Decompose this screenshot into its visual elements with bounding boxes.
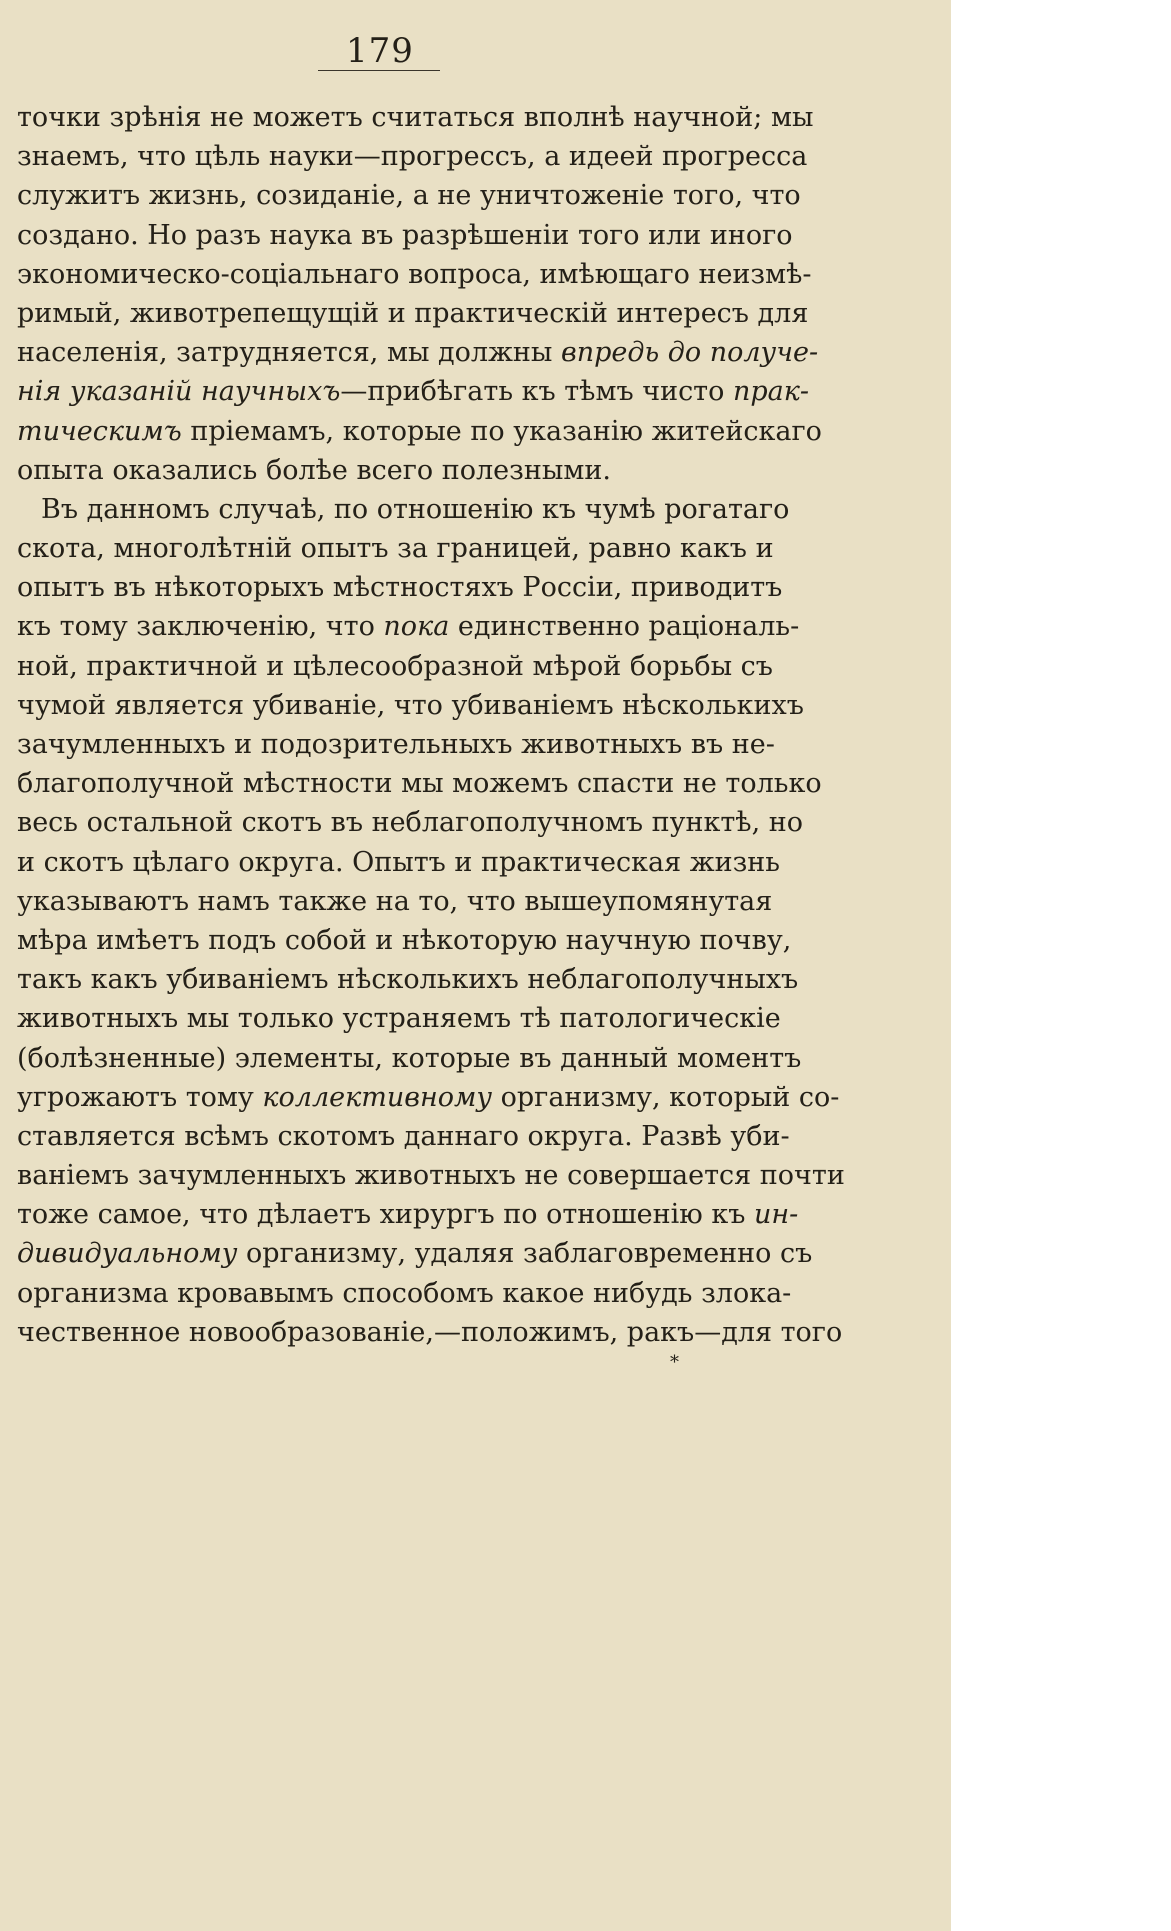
text-line: ставляется всѣмъ скотомъ даннаго округа. Развѣ уби- bbox=[17, 1120, 790, 1152]
emphasis: нія указаній научныхъ bbox=[17, 376, 341, 408]
text-line: чественное новообразованіе,—положимъ, ракъ—для того bbox=[17, 1316, 843, 1348]
text-line: экономическо-соціальнаго вопроса, имѣющаго неизмѣ- bbox=[17, 258, 812, 290]
body-text bbox=[17, 98, 845, 1352]
text-line: мѣра имѣетъ подъ собой и нѣкоторую научную почву, bbox=[17, 924, 792, 956]
text-line: такъ какъ убиваніемъ нѣсколькихъ неблагополучныхъ bbox=[17, 964, 799, 996]
paragraph-start-line: Въ данномъ случаѣ, по отношенію къ чумѣ рогатаго bbox=[41, 493, 790, 525]
text-line: тическимъ пріемамъ, которые по указанію житейскаго bbox=[17, 415, 822, 447]
text-line: ной, практичной и цѣлесообразной мѣрой борьбы съ bbox=[17, 650, 773, 682]
page-number: 179 bbox=[346, 31, 414, 71]
page-number-rule bbox=[318, 70, 440, 71]
emphasis: тическимъ bbox=[17, 415, 182, 447]
text-line: тоже самое, что дѣлаетъ хирургъ по отношенію къ ин- bbox=[17, 1199, 799, 1231]
text-line: точки зрѣнія не можетъ считаться вполнѣ научной; мы bbox=[17, 102, 814, 133]
text-line: организма кровавымъ способомъ какое нибудь злока- bbox=[17, 1277, 792, 1309]
text-line: (болѣзненные) элементы, которые въ данный моментъ bbox=[17, 1042, 802, 1074]
text-line: къ тому заключенію, что пока единственно раціональ- bbox=[17, 611, 800, 643]
text-line: служитъ жизнь, созиданіе, а не уничтоженіе того, что bbox=[17, 180, 801, 212]
text-line: весь остальной скотъ въ неблагополучномъ пунктѣ, но bbox=[17, 807, 804, 839]
emphasis: коллективному bbox=[262, 1081, 493, 1113]
text-line: римый, животрепещущій и практическій интересъ для bbox=[17, 297, 809, 329]
text-line: опыта оказались болѣе всего полезными. bbox=[17, 454, 611, 486]
text-line: населенія, затрудняется, мы должны впредь до получе- bbox=[17, 337, 819, 369]
text-line: создано. Но разъ наука въ разрѣшеніи того или иного bbox=[17, 219, 793, 251]
text-line: дивидуальному организму, удаляя заблаговременно съ bbox=[17, 1238, 813, 1270]
text-line: зачумленныхъ и подозрительныхъ животныхъ въ не- bbox=[17, 729, 775, 760]
text-line: угрожаютъ тому коллективному организму, который со- bbox=[17, 1081, 840, 1113]
emphasis: пока bbox=[383, 611, 450, 643]
text-line: опытъ въ нѣкоторыхъ мѣстностяхъ Россіи, приводитъ bbox=[17, 572, 783, 604]
emphasis: прак- bbox=[732, 376, 809, 408]
emphasis: дивидуальному bbox=[17, 1238, 238, 1270]
text-line: и скотъ цѣлаго округа. Опытъ и практическая жизнь bbox=[17, 846, 780, 878]
text-line: благополучной мѣстности мы можемъ спасти не только bbox=[17, 768, 822, 800]
text-line: нія указаній научныхъ—прибѣгать къ тѣмъ чисто прак- bbox=[17, 376, 809, 408]
text-line: указываютъ намъ также на то, что вышеупомянутая bbox=[17, 885, 773, 917]
text-line: скота, многолѣтній опытъ за границей, равно какъ и bbox=[17, 533, 774, 565]
text-line: ваніемъ зачумленныхъ животныхъ не совершается почти bbox=[17, 1160, 845, 1192]
text-line: знаемъ, что цѣль науки—прогрессъ, а идеей прогресса bbox=[17, 141, 808, 173]
text-line: животныхъ мы только устраняемъ тѣ патологическіе bbox=[17, 1003, 781, 1035]
emphasis: ин- bbox=[753, 1199, 799, 1231]
emphasis: впредь до получе- bbox=[560, 337, 819, 369]
signature-mark: * bbox=[670, 1352, 679, 1373]
text-line: чумой является убиваніе, что убиваніемъ нѣсколькихъ bbox=[17, 689, 804, 721]
